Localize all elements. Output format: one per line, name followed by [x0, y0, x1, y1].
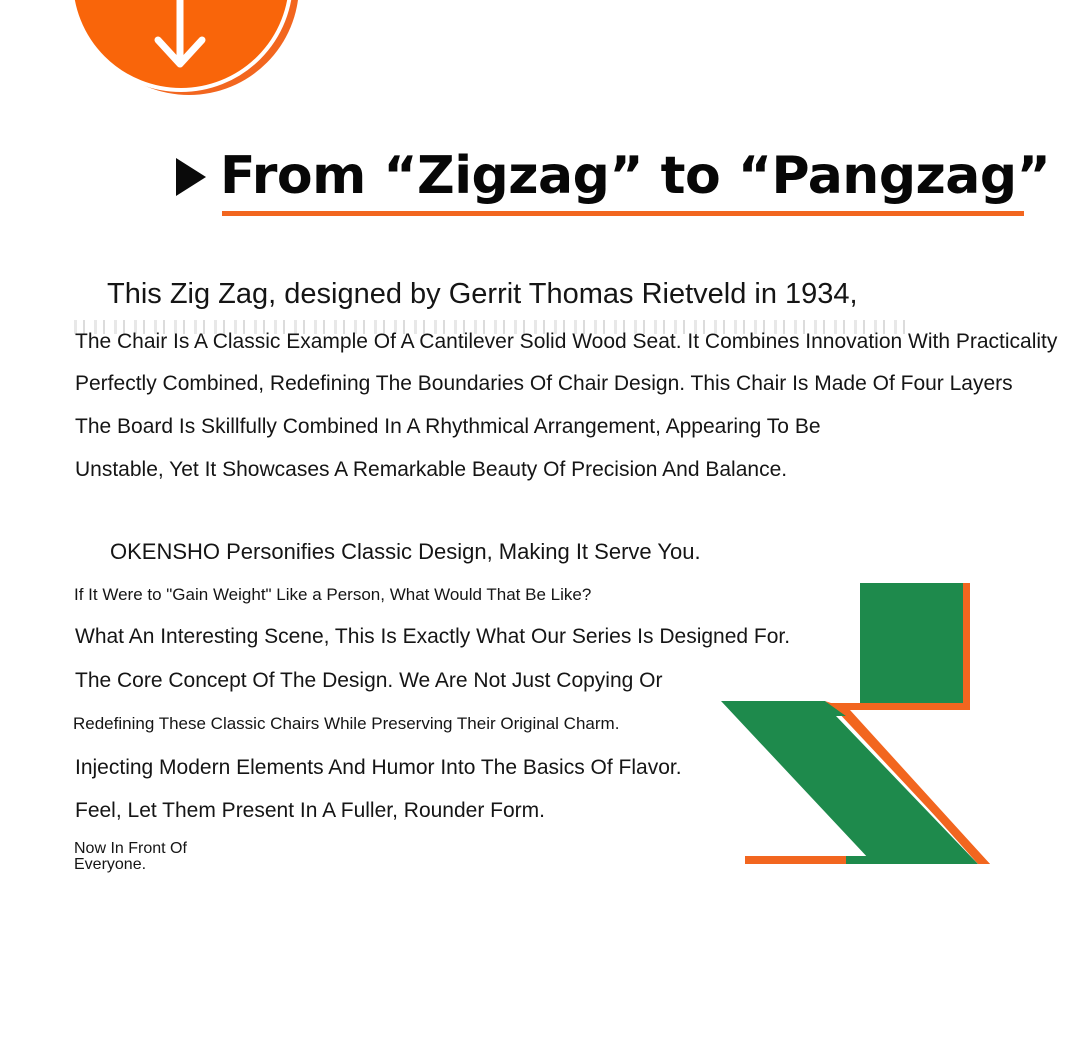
intro-lead: This Zig Zag, designed by Gerrit Thomas Rietveld in 1934,: [107, 278, 858, 310]
page-heading: [176, 138, 1056, 228]
concept-line: The Core Concept Of The Design. We Are Not Just Copying Or: [75, 669, 663, 692]
download-badge: [70, 0, 302, 100]
closing-line: Everyone.: [74, 856, 147, 873]
concept-line: If It Were to "Gain Weight" Like a Person, What Would That Be Like?: [74, 585, 592, 604]
intro-line: Perfectly Combined, Redefining The Boundaries Of Chair Design. This Chair Is Made Of Four Layers: [75, 372, 1013, 395]
concept-line: What An Interesting Scene, This Is Exactly What Our Series Is Designed For.: [75, 625, 791, 648]
closing-line: Now In Front Of: [74, 840, 187, 857]
concept-line: Injecting Modern Elements And Humor Into The Basics Of Flavor.: [75, 756, 682, 779]
zigzag-chair-icon: [718, 580, 998, 870]
play-triangle-icon: [176, 158, 206, 196]
concept-line: Redefining These Classic Chairs While Preserving Their Original Charm.: [73, 714, 620, 733]
intro-line: The Chair Is A Classic Example Of A Cantilever Solid Wood Seat. It Combines Innovation With Practicality: [75, 330, 1058, 353]
concept-line: Feel, Let Them Present In A Fuller, Rounder Form.: [75, 799, 545, 822]
page-title: From “Zigzag” to “Pangzag”: [220, 146, 1051, 206]
okensho-statement: OKENSHO Personifies Classic Design, Making It Serve You.: [110, 539, 701, 564]
intro-line: Unstable, Yet It Showcases A Remarkable Beauty Of Precision And Balance.: [75, 458, 788, 481]
intro-line: The Board Is Skillfully Combined In A Rhythmical Arrangement, Appearing To Be: [75, 415, 821, 438]
title-underline: [222, 211, 1024, 216]
